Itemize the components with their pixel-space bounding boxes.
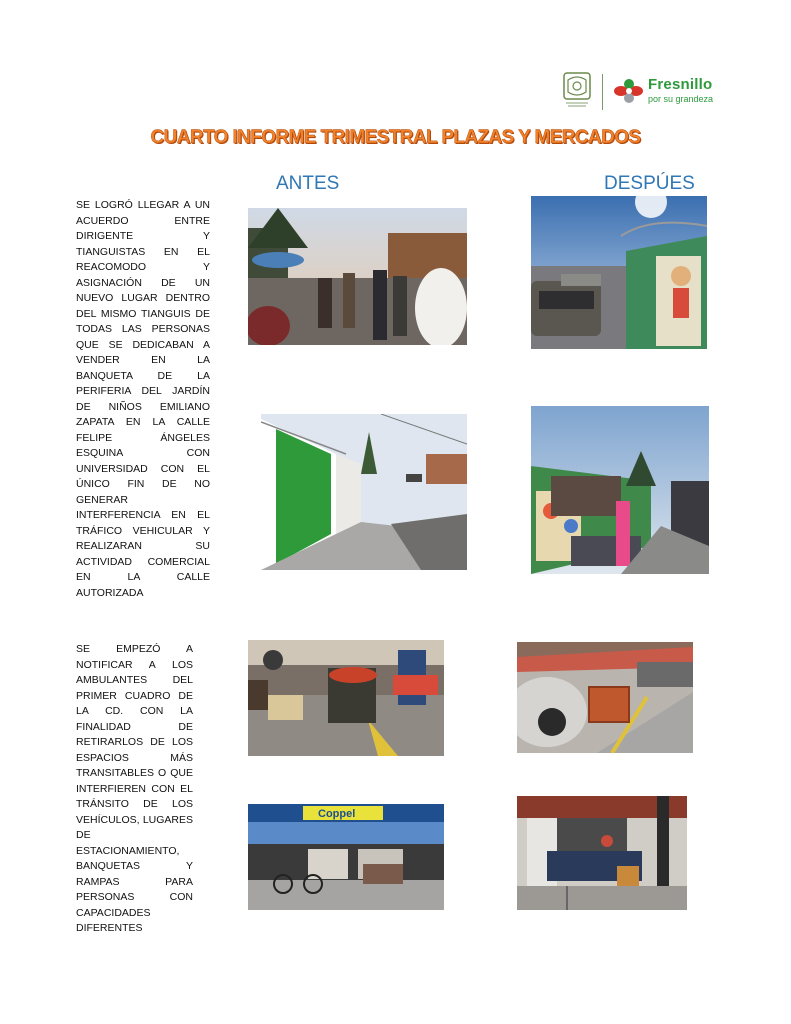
before-photo-ambulant-stalls	[248, 640, 444, 756]
page-title: CUARTO INFORME TRIMESTRAL PLAZAS Y MERCADOS	[150, 127, 641, 148]
municipal-seal-logo	[563, 72, 591, 108]
before-column-heading: ANTES	[276, 173, 340, 194]
before-photo-coppel-storefront	[248, 804, 444, 910]
brand-tagline: por su grandeza	[648, 94, 714, 104]
after-photo-vendors-on-sidewalk	[531, 406, 709, 574]
report-paragraph-tianguis: SE LOGRÓ LLEGAR A UN ACUERDO ENTRE DIRIGENTE Y TIANGUISTAS EN EL REACOMODO Y ASIGNACIÓN DE UN NUEVO LUGAR DENTRO DEL MISMO TIANGUIS DE TODAS LAS PERSONAS QUE SE DEDICABAN A VENDER EN LA BANQUETA DE LA PERIFERIA DEL JARDÍN DE NIÑOS EMILIANO ZAPATA EN LA CALLE FELIPE ÁNGELES ESQUINA CON UNIVERSIDAD CON EL ÚNICO FIN DE NO GENERAR INTERFERENCIA EN EL TRÁFICO VEHICULAR Y REALIZARAN SU ACTIVIDAD COMERCIAL EN LA CALLE AUTORIZADA	[76, 199, 210, 599]
fresnillo-flower-logo	[612, 78, 646, 104]
report-paragraph-ambulantes: SE EMPEZÓ A NOTIFICAR A LOS AMBULANTES DEL PRIMER CUADRO DE LA CD. CON LA FINALIDAD DE RETIRARLOS DE LOS ESPACIOS MÁS TRANSITABLES O QUE INTERFIEREN CON EL TRÁNSITO DE LOS VEHÍCULOS, LUGARES DE ESTACIONAMIENTO, BANQUETAS Y RAMPAS PARA PERSONAS CON CAPACIDADES DIFERENTES	[76, 643, 193, 934]
brand-name: Fresnillo	[648, 76, 713, 93]
before-photo-green-wall-sidewalk	[261, 414, 467, 570]
before-photo-street-vendors-crowd	[248, 208, 467, 345]
after-photo-cleared-street-crates	[517, 642, 693, 753]
after-photo-street-cleared-wall	[531, 196, 707, 349]
after-column-heading: DESPÚES	[604, 173, 695, 194]
coppel-sign-text: Coppel	[318, 808, 356, 820]
after-photo-goods-doorway	[517, 796, 687, 910]
logo-divider	[602, 74, 603, 110]
